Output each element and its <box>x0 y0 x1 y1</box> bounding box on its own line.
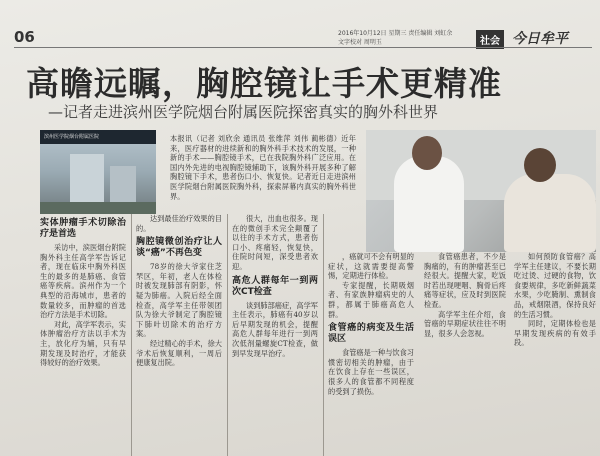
hospital-building <box>70 154 104 204</box>
column-rule <box>131 214 132 456</box>
hospital-name: 滨州医学院烟台附属医院 <box>44 134 100 140</box>
article-paragraph: 食管癌是一种与饮食习惯密切相关的肿瘤，由于在饮食上存在一些误区，很多人的食管都不同程度的受到了损伤。 <box>328 348 414 396</box>
column-rule <box>227 214 228 456</box>
article-paragraph: 谈到肺部癌症，高学军主任表示，肺癌有40岁以后早期发现的机会，提醒高危人群每年进行一到两次低剂量螺旋CT检查，做到早发现早治疗。 <box>232 300 318 358</box>
article-column-1 <box>40 214 126 456</box>
article-column-6 <box>514 252 596 456</box>
patient-head <box>524 148 556 182</box>
hospital-photo <box>40 130 156 214</box>
article-paragraph: 专家提醒，长期吸烟者、有家族肿瘤病史的人群，都属于肺癌高危人群。 <box>328 280 414 319</box>
article-column-4 <box>328 252 414 456</box>
article-paragraph: 对此，高学军表示，实体肿瘤治疗方法以手术为主，放化疗为辅，只有早期发现及时治疗，才能获得较好的治疗效果。 <box>40 319 126 368</box>
hospital-building-annex <box>110 166 136 204</box>
header-rule <box>14 47 592 48</box>
page-number: 06 <box>14 28 35 46</box>
article-paragraph: 食管癌患者，不少是胸痛的，有的肿瘤甚至已经很大。提醒大家，吃饭时若出现哽咽、胸骨后疼痛等症状，应及时到医院检查。 <box>424 252 506 309</box>
article-subhead: 高危人群每年一到两次CT检查 <box>232 275 318 297</box>
staff-line: 文字校对 周明玉 <box>338 39 382 46</box>
article-paragraph: 78岁的徐大爷家住芝罘区，年初，老人在体检时被发现肺部有阴影，怀疑为肺癌。入院后经全面检查，高学军主任带领团队为徐大爷制定了胸腔镜下肺叶切除术的治疗方案。 <box>136 262 222 339</box>
article-column-2 <box>136 214 222 456</box>
article-subhead: 食管癌的病变及生活误区 <box>328 323 414 345</box>
article-column-3 <box>232 214 318 456</box>
article-paragraph: 如何预防食管癌？高学军主任建议，不要长期吃过烫、过硬的食物，饮食要规律，多吃新鲜蔬菜水果，少吃腌制、熏制食品，戒烟限酒，保持良好的生活习惯。 <box>514 252 596 319</box>
article-paragraph: 达到最佳治疗效果的目的。 <box>136 214 222 233</box>
article-paragraph: 采访中，滨医烟台附院胸外科主任高学军告诉记者，现在临床中胸外科医生的最多的是肺癌、食管癌等疾病。滨州作为一个典型的沿海城市，患者的数量较多，而肿瘤的首选治疗方法是手术切除。 <box>40 243 126 320</box>
date-line: 2016年10月12日 星期三 责任编辑 刘虹余 <box>338 30 453 37</box>
headline: 高瞻远瞩，胸腔镜让手术更精准 <box>26 64 502 103</box>
article-paragraph: 经过精心的手术，徐大爷术后恢复顺利，一周后便康复出院。 <box>136 338 222 368</box>
intro-paragraph: 本报讯（记者 刘欣余 通讯员 张维萍 刘伟 蔺彬德）近年来，医疗器材的进续新和的胸外科手术技术的发展，一种新的手术——胸腔镜手术，已在我院胸外科广泛应用。在国内外先进的电视胸腔镜辅助下，该胸外科开展多种了解胸腔镜下手术，患者伤口小、恢复快。记者近日走进滨州医学院烟台附属医院胸外科，探索屏幕内真实的胸外科世界。 <box>170 134 356 201</box>
page-header <box>0 0 600 50</box>
subheadline: —记者走进滨州医学院烟台附属医院探密真实的胸外科世界 <box>48 103 439 121</box>
column-rule <box>323 214 324 456</box>
article-subhead: 实体肿瘤手术切除治疗是首选 <box>40 218 126 239</box>
article-paragraph: 同时，定期体检也是早期发现疾病的有效手段。 <box>514 319 596 348</box>
article-column-5 <box>424 252 506 456</box>
article-paragraph: 高学军主任介绍，食管癌的早期症状往往不明显，很多人会忽视。 <box>424 309 506 338</box>
newspaper-name: 今日牟平 <box>512 31 568 47</box>
doctor-head <box>412 136 442 170</box>
article-paragraph: 很大，出血也很多。现在的微创手术完全颠覆了以往的手术方式，患者伤口小、疼痛轻，恢复快，住院时间短，深受患者欢迎。 <box>232 214 318 271</box>
article-paragraph: ，癌就可不会有明显的症状，这就需要提高警惕，定期进行体检。 <box>328 252 414 281</box>
article-subhead: 胸腔镜微创治疗让人谈“癌”不再色变 <box>136 237 222 259</box>
article-body <box>40 214 596 456</box>
section-badge: 社会 <box>476 30 504 49</box>
ground <box>40 202 156 214</box>
